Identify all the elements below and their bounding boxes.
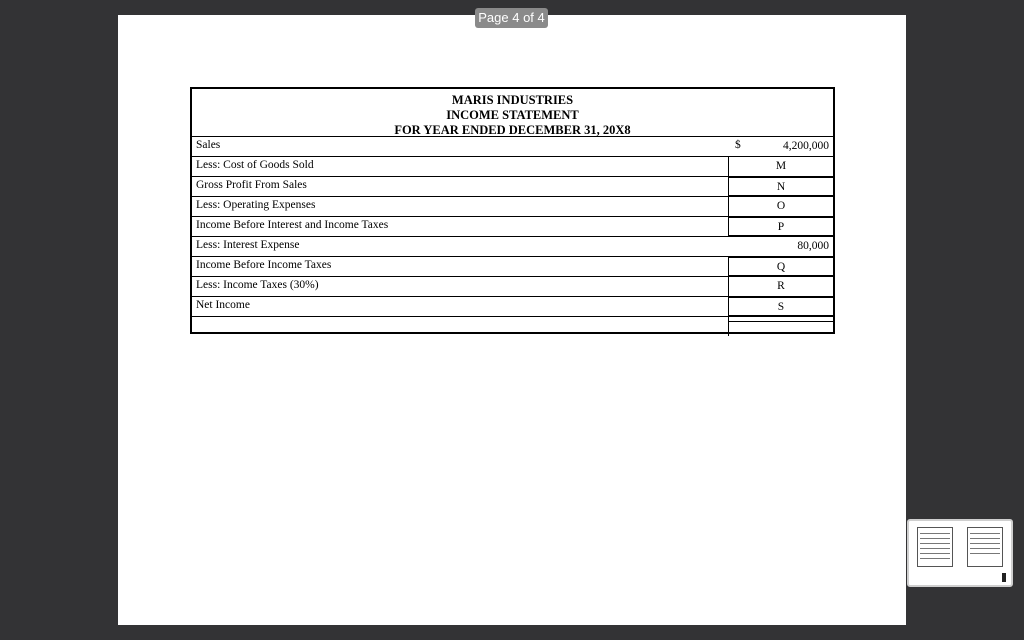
- double-underline: [728, 316, 833, 322]
- statement-title: INCOME STATEMENT: [446, 108, 579, 122]
- statement-period: FOR YEAR ENDED DECEMBER 31, 20X8: [394, 123, 631, 137]
- statement-header: [192, 89, 833, 137]
- thumbnail-page-preview: [917, 527, 953, 567]
- table-row: [192, 237, 833, 257]
- scroll-position-marker: [1002, 573, 1006, 582]
- row-label: Gross Profit From Sales: [196, 179, 307, 191]
- table-row: [192, 137, 833, 157]
- row-amount: Q: [728, 257, 833, 276]
- currency-symbol: $: [735, 139, 741, 151]
- row-amount: S: [728, 297, 833, 316]
- table-row: [192, 217, 833, 237]
- table-row: [192, 197, 833, 217]
- row-amount: R: [728, 277, 833, 296]
- row-label: Net Income: [196, 299, 250, 311]
- row-label: Income Before Interest and Income Taxes: [196, 219, 389, 231]
- row-label: Income Before Income Taxes: [196, 259, 332, 271]
- row-amount: P: [728, 217, 833, 236]
- company-name: MARIS INDUSTRIES: [451, 93, 574, 107]
- row-label: Less: Cost of Goods Sold: [196, 159, 314, 171]
- row-amount: 80,000: [797, 240, 829, 252]
- thumbnail-page-preview: [967, 527, 1003, 567]
- row-amount: 4,200,000: [783, 140, 829, 152]
- table-row: [192, 277, 833, 297]
- row-label: Less: Income Taxes (30%): [196, 279, 319, 291]
- row-amount: O: [728, 197, 833, 216]
- row-amount: M: [728, 157, 833, 176]
- row-amount: N: [728, 177, 833, 196]
- income-statement-table: [190, 87, 835, 334]
- table-row: [192, 297, 833, 317]
- page-thumbnail[interactable]: [907, 519, 1013, 587]
- table-row: [192, 177, 833, 197]
- table-row: [192, 157, 833, 177]
- table-row: [192, 257, 833, 277]
- page-indicator: Page 4 of 4: [475, 8, 548, 28]
- row-label: Sales: [196, 139, 221, 151]
- row-label: Less: Operating Expenses: [196, 199, 316, 211]
- row-label: Less: Interest Expense: [196, 239, 300, 251]
